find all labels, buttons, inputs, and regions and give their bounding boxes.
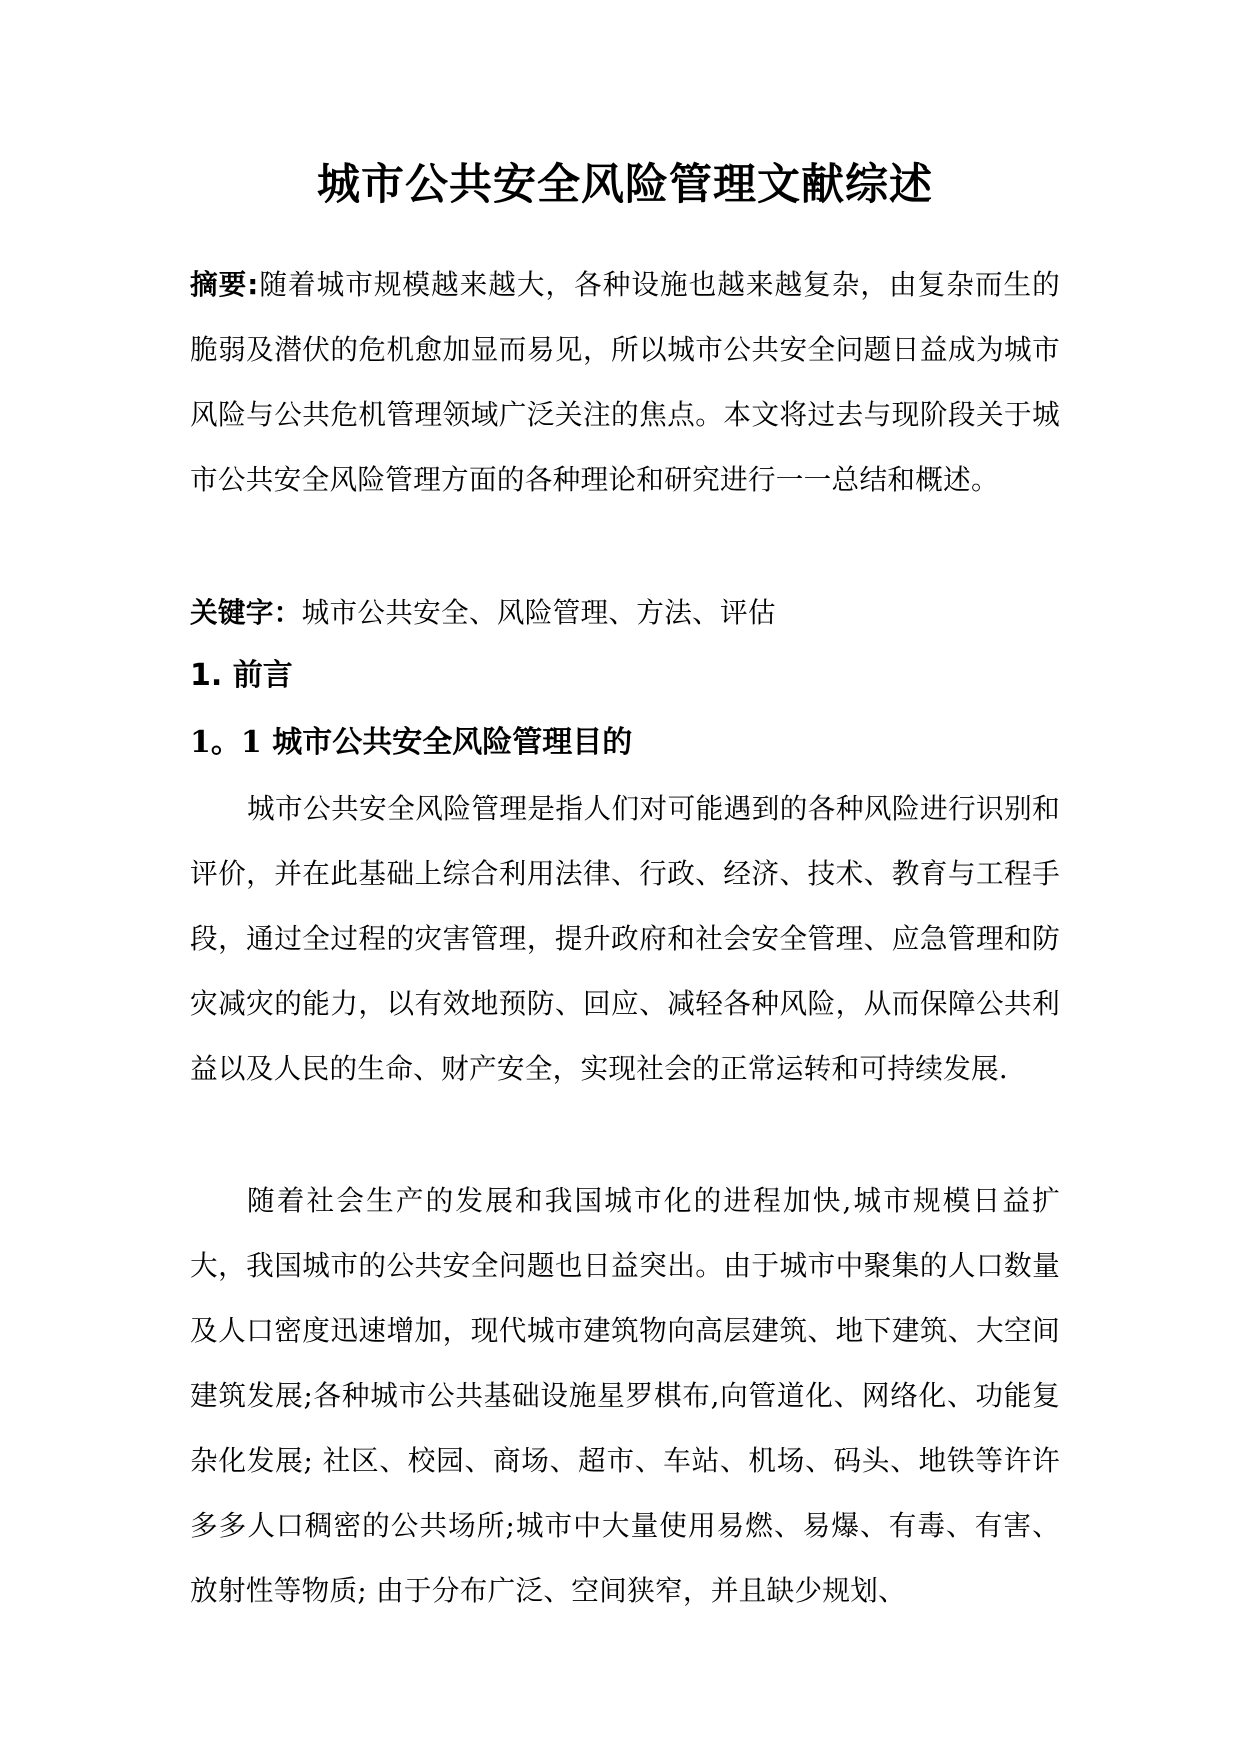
abstract-text: 随着城市规模越来越大，各种设施也越来越复杂，由复杂而生的脆弱及潜伏的危机愈加显而易见，所以城市公共安全问题日益成为城市风险与公共危机管理领域广泛关注的焦点。本文将过去与现阶段关于城市公共安全风险管理方面的各种理论和研究进行一一总结和概述。 <box>190 268 1061 496</box>
document-page <box>190 0 1060 1754</box>
subsection-heading: 1。1 城市公共安全风险管理目的 <box>190 725 633 760</box>
body-paragraph-2: 随着社会生产的发展和我国城市化的进程加快,城市规模日益扩大，我国城市的公共安全问题也日益突出。由于城市中聚集的人口数量及人口密度迅速增加，现代城市建筑物向高层建筑、地下建筑、大空间建筑发展;各种城市公共基础设施星罗棋布,向管道化、网络化、功能复杂化发展; 社区、校园、商场、超市、车站、机场、码头、地铁等许许多多人口稠密的公共场所;城市中大量使用易燃、易爆、有毒、有害、放射性等物质; 由于分布广泛、空间狭窄，并且缺少规划、 <box>190 1184 1060 1607</box>
body-paragraph-1: 城市公共安全风险管理是指人们对可能遇到的各种风险进行识别和评价，并在此基础上综合利用法律、行政、经济、技术、教育与工程手段，通过全过程的灾害管理，提升政府和社会安全管理、应急管理和防灾减灾的能力，以有效地预防、回应、减轻各种风险，从而保障公共利益以及人民的生命、财产安全，实现社会的正常运转和可持续发展. <box>190 792 1060 1085</box>
abstract-paragraph <box>190 252 1060 512</box>
keywords-text: 城市公共安全、风险管理、方法、评估 <box>301 596 776 629</box>
keywords-line <box>190 580 1060 645</box>
section-heading: 1. 前言 <box>190 658 293 693</box>
keywords-label: 关键字： <box>190 596 302 629</box>
document-title: 城市公共安全风险管理文献综述 <box>317 160 933 210</box>
abstract-label: 摘要: <box>190 268 259 301</box>
